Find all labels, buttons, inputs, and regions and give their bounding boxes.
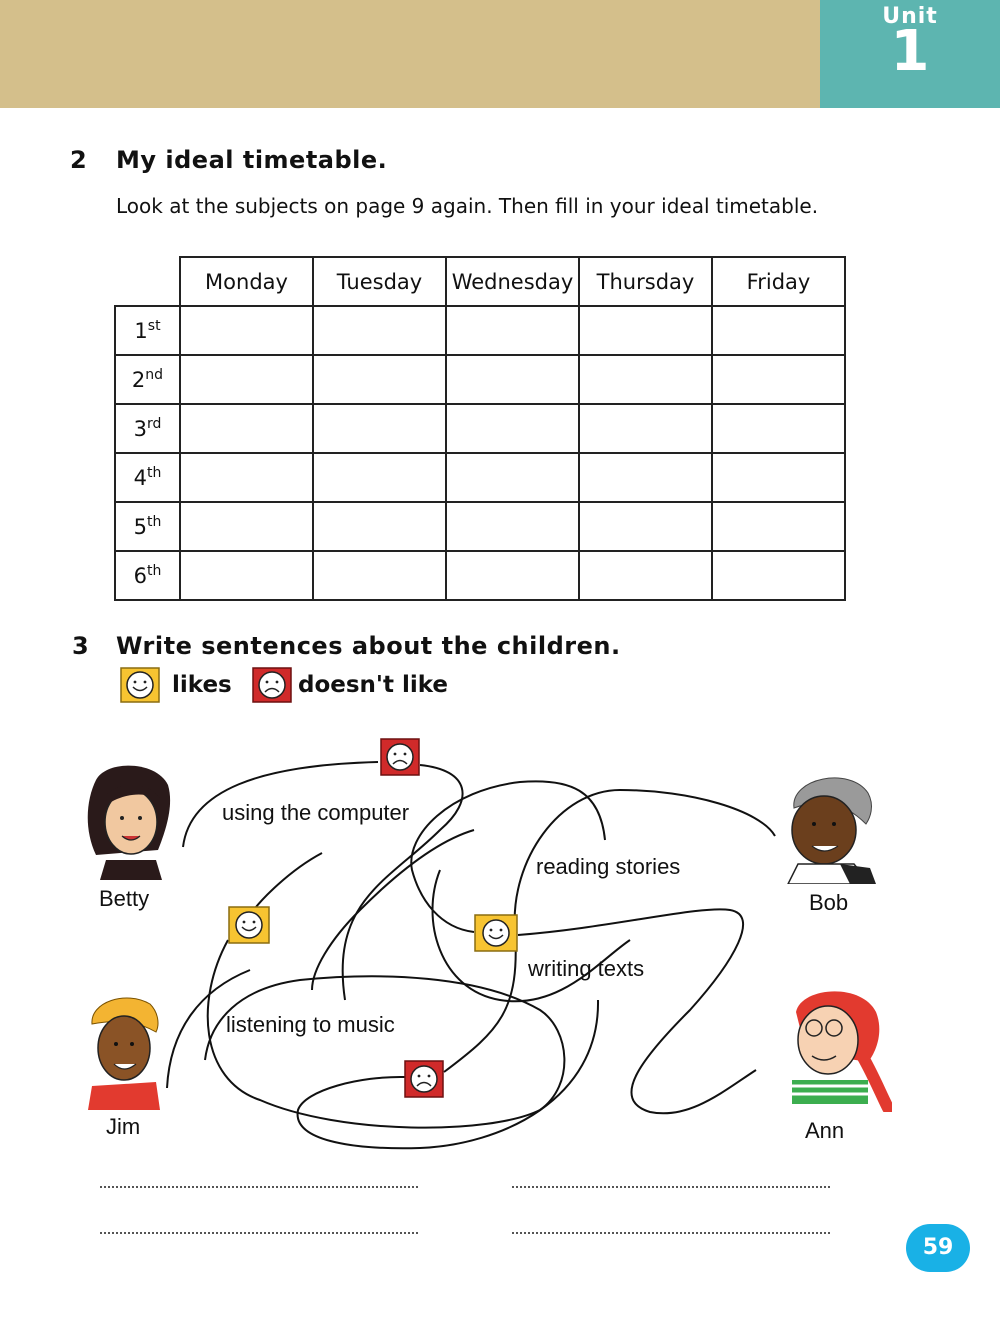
day-header: Thursday xyxy=(579,257,712,306)
sad-face-icon xyxy=(380,738,420,776)
answer-line[interactable] xyxy=(512,1186,830,1188)
timetable-cell[interactable] xyxy=(446,453,579,502)
unit-number: 1 xyxy=(890,19,930,84)
sad-face-icon xyxy=(252,667,292,703)
timetable-cell[interactable] xyxy=(180,404,313,453)
period-label: 6th xyxy=(115,551,180,600)
timetable-row xyxy=(115,551,845,600)
betty-illustration xyxy=(76,760,176,880)
child-name-jim: Jim xyxy=(106,1114,141,1139)
smiley-face-icon xyxy=(474,914,518,952)
timetable-cell[interactable] xyxy=(446,404,579,453)
timetable-cell[interactable] xyxy=(446,502,579,551)
exercise-2-number: 2 xyxy=(70,146,87,174)
unit-badge xyxy=(820,0,1000,108)
timetable-cell[interactable] xyxy=(712,502,845,551)
timetable-cell[interactable] xyxy=(579,404,712,453)
period-label: 2nd xyxy=(115,355,180,404)
ann-illustration xyxy=(776,982,892,1112)
jim-illustration xyxy=(86,994,162,1110)
timetable-header-row xyxy=(115,257,845,306)
header-banner xyxy=(0,0,820,108)
activity-label: using the computer xyxy=(222,800,410,825)
timetable-cell[interactable] xyxy=(313,453,446,502)
exercise-2-instruction: Look at the subjects on page 9 again. Then fill in your ideal timetable. xyxy=(116,194,819,218)
smiley-face-icon xyxy=(228,906,270,944)
timetable-cell[interactable] xyxy=(180,453,313,502)
timetable-row xyxy=(115,355,845,404)
answer-line[interactable] xyxy=(100,1186,418,1188)
period-label: 1st xyxy=(115,306,180,355)
legend-doesnt-like-label: doesn't like xyxy=(298,672,449,698)
answer-line[interactable] xyxy=(512,1232,830,1234)
timetable-cell[interactable] xyxy=(579,551,712,600)
timetable-cell[interactable] xyxy=(180,551,313,600)
unit-word: Unit xyxy=(882,4,938,29)
timetable-cell[interactable] xyxy=(180,502,313,551)
legend-likes-label: likes xyxy=(172,672,232,698)
timetable-corner xyxy=(115,257,180,306)
timetable-cell[interactable] xyxy=(579,355,712,404)
timetable-cell[interactable] xyxy=(712,404,845,453)
period-label: 3rd xyxy=(115,404,180,453)
timetable-cell[interactable] xyxy=(579,306,712,355)
timetable-cell[interactable] xyxy=(313,502,446,551)
child-name-ann: Ann xyxy=(805,1118,845,1143)
timetable-cell[interactable] xyxy=(446,306,579,355)
child-name-bob: Bob xyxy=(809,890,849,915)
exercise-3-title: Write sentences about the children. xyxy=(116,632,621,660)
timetable-cell[interactable] xyxy=(180,355,313,404)
timetable-cell[interactable] xyxy=(313,355,446,404)
exercise-3-number: 3 xyxy=(72,632,89,660)
timetable-cell[interactable] xyxy=(313,404,446,453)
timetable-cell[interactable] xyxy=(712,551,845,600)
period-label: 4th xyxy=(115,453,180,502)
timetable-row xyxy=(115,502,845,551)
timetable-cell[interactable] xyxy=(579,453,712,502)
day-header: Tuesday xyxy=(313,257,446,306)
activity-label: writing texts xyxy=(528,956,645,981)
timetable-cell[interactable] xyxy=(313,306,446,355)
timetable-row xyxy=(115,453,845,502)
day-header: Friday xyxy=(712,257,845,306)
day-header: Wednesday xyxy=(446,257,579,306)
timetable-cell[interactable] xyxy=(446,355,579,404)
sad-face-icon xyxy=(404,1060,444,1098)
answer-line[interactable] xyxy=(100,1232,418,1234)
exercise-2-title: My ideal timetable. xyxy=(116,146,388,174)
timetable-row xyxy=(115,306,845,355)
timetable-row xyxy=(115,404,845,453)
day-header: Monday xyxy=(180,257,313,306)
bob-illustration xyxy=(780,768,880,884)
timetable-cell[interactable] xyxy=(313,551,446,600)
smiley-face-icon xyxy=(120,667,160,703)
child-name-betty: Betty xyxy=(99,886,150,911)
timetable-cell[interactable] xyxy=(712,306,845,355)
period-label: 5th xyxy=(115,502,180,551)
activity-label: listening to music xyxy=(226,1012,395,1037)
timetable xyxy=(114,256,846,601)
activity-label: reading stories xyxy=(536,854,681,879)
timetable-cell[interactable] xyxy=(180,306,313,355)
timetable-cell[interactable] xyxy=(712,355,845,404)
page-number: 59 xyxy=(906,1224,970,1272)
timetable-cell[interactable] xyxy=(446,551,579,600)
timetable-cell[interactable] xyxy=(712,453,845,502)
timetable-cell[interactable] xyxy=(579,502,712,551)
